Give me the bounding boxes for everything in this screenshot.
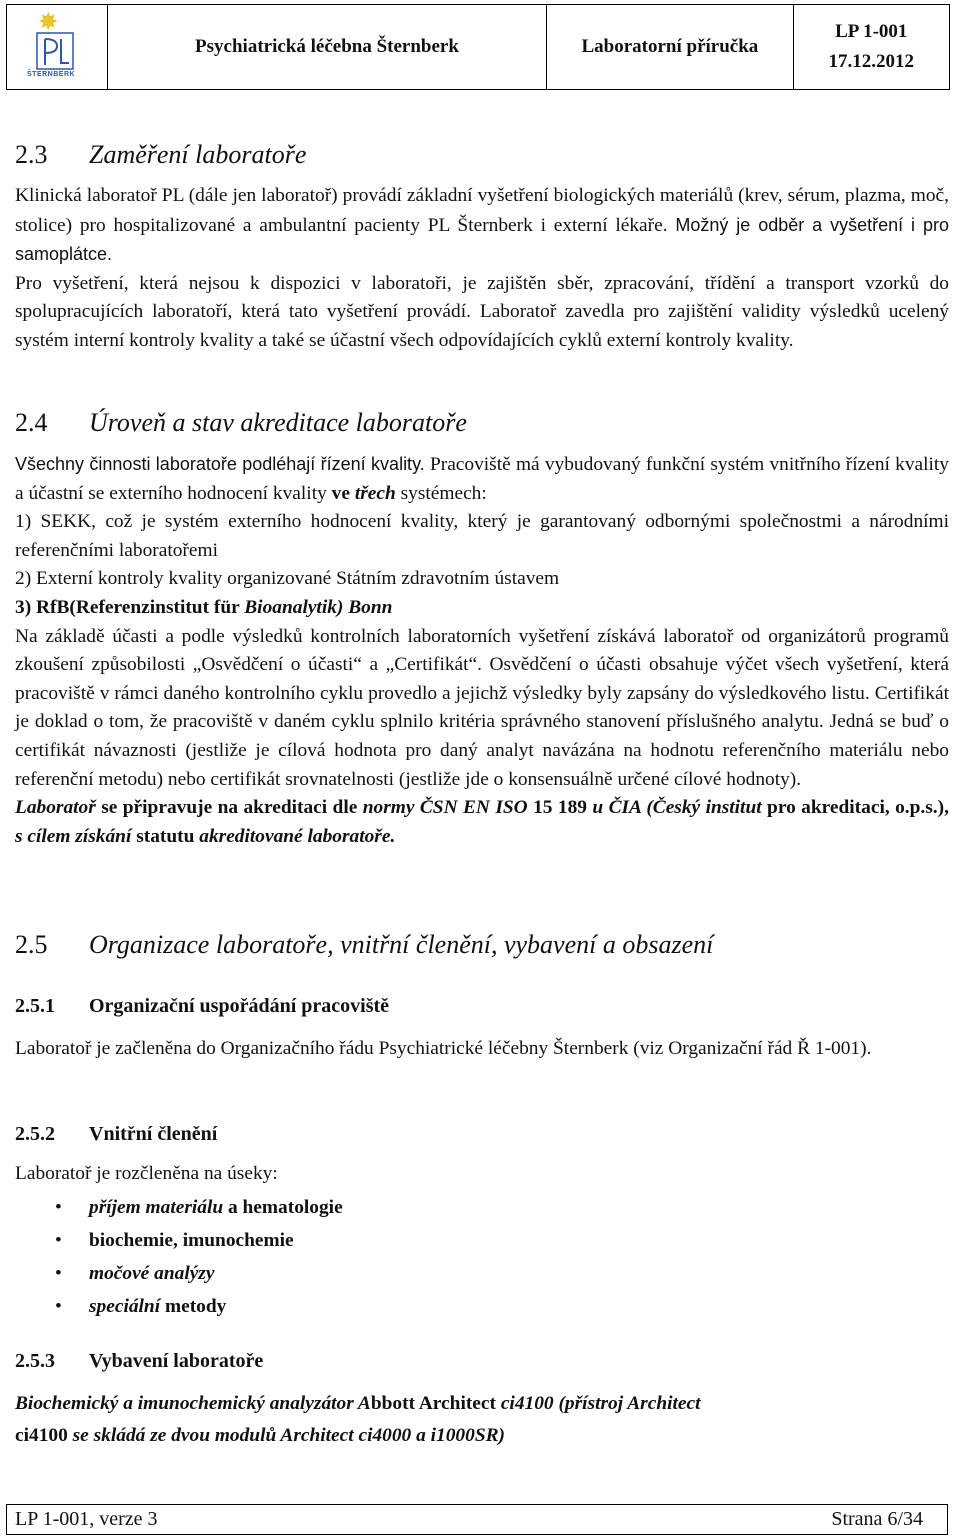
page-header [6,4,950,90]
list-item: • biochemie, imunochemie [55,1230,294,1251]
section-2-4-paragraph: Všechny činnosti laboratoře podléhají řízení kvality. Pracoviště má vybudovaný funkční systém vnitřního řízení kvality a účastní se externího hodnocení kvality ve třech systémech: 1) SEKK, což je systém externího hodnocení kvality, který je garantovaný odbornými společnostmi a národními referenčními laboratořemi 2) Externí kontroly kvality organizované Státním zdravotním ústavem 3) RfB(Referenzinstitut für Bioanalytik) Bonn Na základě účasti a podle výsledků kontrolních laboratorních vyšetření získává laboratoř od organizátorů programů zkoušení způsobilosti „Osvědčení o účasti“ a „Certifikát“. Osvědčení o účasti obsahuje výčet všech vyšetření, která pracoviště v rámci daného kontrolního cyklu provedlo a jejichž výsledky byly zapsány do výsledkového listu. Certifikát je doklad o tom, že pracoviště v daném cyklu splnilo kritéria správného stanovení příslušného analytu. Jedná se buď o certifikát návaznosti (jestliže je cílová hodnota pro daný analyt navázána na hodnotu referenčního materiálu nebo referenční metodu) nebo certifikát srovnatelnosti (jestliže jde o konsensuálně určené cílové hodnoty). Laboratoř se připravuje na akreditaci dle normy ČSN EN ISO 15 189 u ČIA (Český institut pro akreditaci, o.p.s.), s cílem získání statutu akreditované laboratoře. [15,454,949,847]
section-2-4-heading: 2.4 Úroveň a stav akreditace laboratoře [15,408,467,437]
pl-monogram [35,31,75,71]
logo [7,5,108,89]
section-2-5-3-heading: 2.5.3 Vybavení laboratoře [15,1350,264,1372]
logo-caption: ŠTERNBERK [27,71,76,78]
sun-icon: ✵ [39,9,58,34]
section-2-5-1-heading: 2.5.1 Organizační uspořádání pracoviště [15,995,390,1017]
document-id-cell [794,5,950,89]
institution-name: Psychiatrická léčebna Šternberk [108,5,548,89]
list-item: • močové analýzy [55,1263,215,1284]
page-number: Strana 6/34 [831,1508,923,1530]
footer-version: LP 1-001, verze 3 [15,1508,158,1530]
section-2-5-3-paragraph: Biochemický a imunochemický analyzátor Abbott Architect ci4100 (přístroj Architect ci4100 se skládá ze dvou modulů Architect ci4000 a i1000SR) [15,1393,701,1446]
section-2-5-2-intro: Laboratoř je rozčleněna na úseky: [15,1163,278,1184]
section-2-3-heading: 2.3 Zaměření laboratoře [15,140,307,169]
document-date: 17.12.2012 [828,51,914,72]
quality-item-2: 2) Externí kontroly kvality organizované Státním zdravotním ústavem [15,568,560,590]
lab-sections-list [15,1191,343,1323]
section-2-5-1-paragraph: Laboratoř je začleněna do Organizačního řádu Psychiatrické léčebny Šternberk (viz Organizační řád Ř 1-001). [15,1038,872,1059]
quality-item-1: 1) SEKK, což je systém externího hodnocení kvality, který je garantovaný odbornými společnostmi a národními referenčními laboratořemi [15,511,949,561]
quality-item-3: 3) RfB(Referenzinstitut für Bioanalytik) Bonn [15,596,393,618]
section-2-5-heading: 2.5 Organizace laboratoře, vnitřní členění, vybavení a obsazení [15,930,714,959]
section-2-5-2-heading: 2.5.2 Vnitřní členění [15,1123,218,1145]
list-item: • příjem materiálu a hematologie [55,1197,343,1218]
page-footer [6,1504,948,1535]
list-item: • speciální metody [55,1296,227,1317]
document-id: LP 1-001 [835,21,908,42]
section-2-3-paragraph: Klinická laboratoř PL (dále jen laboratoř) provádí základní vyšetření biologických materiálů (krev, sérum, plazma, moč, stolice) pro hospitalizované a ambulantní pacienty PL Šternberk i externí lékaře. Možný je odběr a vyšetření i pro samoplátce. Pro vyšetření, která nejsou k dispozici v laboratoři, je zajištěn sběr, zpracování, třídění a transport vzorků do spolupracujících laboratoří, která tato vyšetření provádí. Laboratoř zavedla pro zajištění validity výsledků ucelený systém interní kontroly kvality a také se účastní všech odpovídajících cyklů externí kontroly kvality. [15,185,949,351]
document-type: Laboratorní příručka [547,5,793,89]
